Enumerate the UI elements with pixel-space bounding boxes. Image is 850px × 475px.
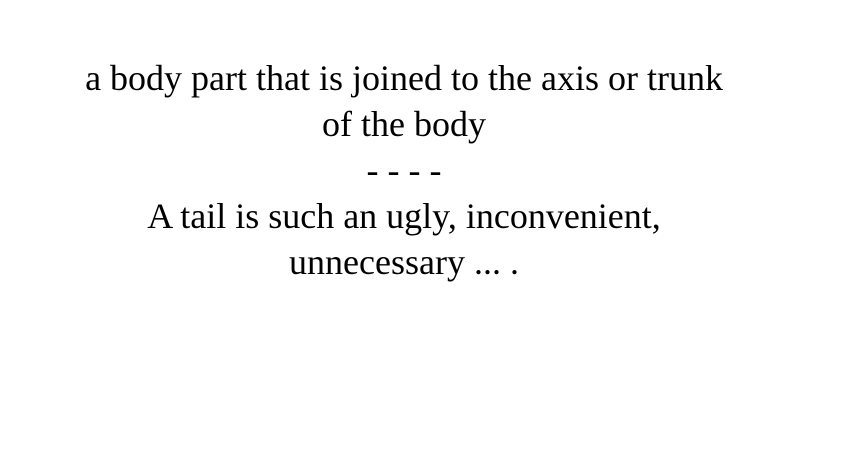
example-line-1: A tail is such an ugly, inconvenient, [147,196,661,236]
definition-line-2: of the body [322,104,486,144]
example-line-2: unnecessary ... . [289,242,519,282]
definition-line-1: a body part that is joined to the axis or trunk [85,58,723,98]
flashcard [0,55,808,285]
separator: - - - - [366,150,442,190]
